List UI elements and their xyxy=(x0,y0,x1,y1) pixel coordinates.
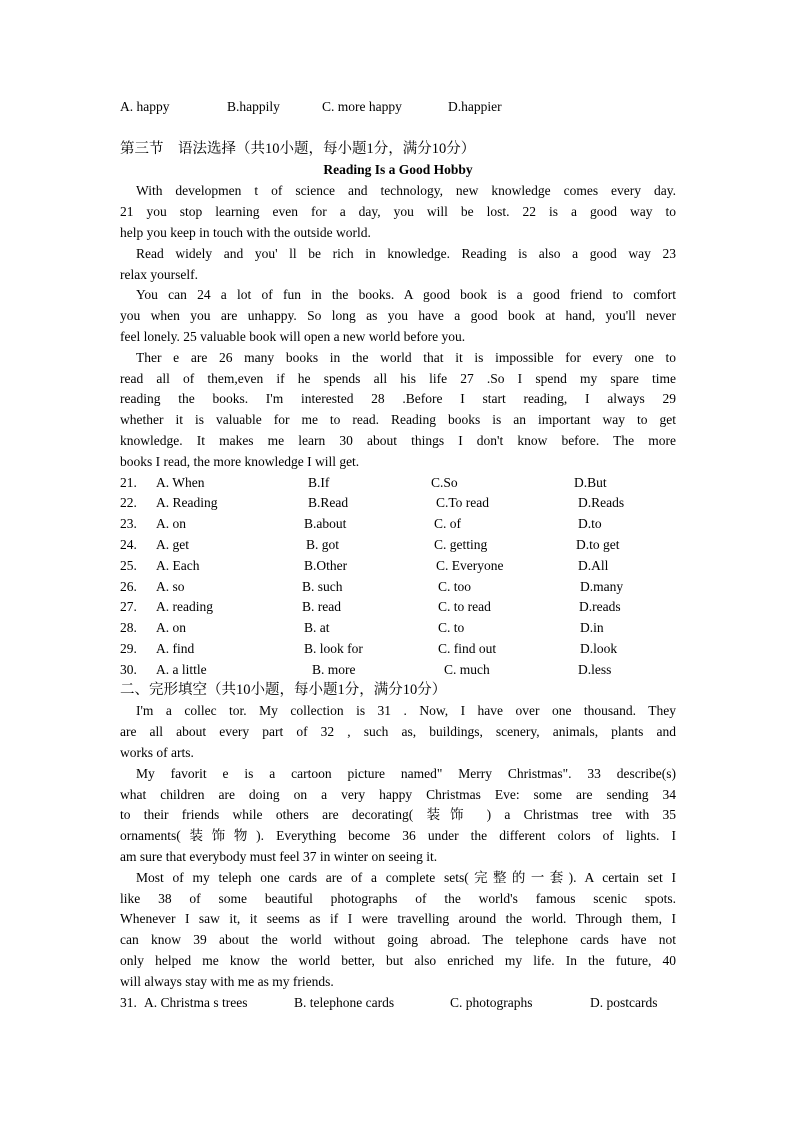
option-b: B.Other xyxy=(304,558,348,573)
option-b: B. got xyxy=(306,537,340,552)
option-d: D.reads xyxy=(579,599,621,614)
option-b: B.about xyxy=(304,516,347,531)
passage-line: works of arts. xyxy=(120,745,194,760)
passage-line: relax yourself. xyxy=(120,267,198,282)
option-d: D.happier xyxy=(448,99,502,114)
option-d: D.in xyxy=(580,620,604,635)
passage-line: are all about every part of 32 , such as, buildings, scenery, animals, plants and xyxy=(120,724,676,739)
option-c: C. Everyone xyxy=(436,558,504,573)
passage-title: Reading Is a Good Hobby xyxy=(323,162,473,177)
option-d: D. postcards xyxy=(590,995,658,1010)
option-c: C.So xyxy=(431,475,458,490)
passage-line: I'm a collec tor. My collection is 31 . Now, I have over one thousand. They xyxy=(136,703,676,718)
option-a: A. reading xyxy=(156,599,213,614)
passage-line: You can 24 a lot of fun in the books. A good book is a good friend to comfort xyxy=(136,287,676,302)
option-a: A. Reading xyxy=(156,495,218,510)
question-number: 31. xyxy=(120,995,137,1010)
passage-line: books I read, the more knowledge I will get. xyxy=(120,454,360,469)
passage-line: what children are doing on a very happy Christmas Eve: some are sending 34 xyxy=(120,787,676,802)
passage-line: you when you are unhappy. So long as you have a good book at hand, you'll never xyxy=(120,308,676,323)
option-c: C. too xyxy=(438,579,472,594)
passage-line: Read widely and you' ll be rich in knowledge. Reading is also a good way 23 xyxy=(136,246,676,261)
question-number: 21. xyxy=(120,475,137,490)
option-d: D.to get xyxy=(576,537,620,552)
option-d: D.look xyxy=(580,641,618,656)
passage-line: ornaments(装饰物). Everything become 36 under the different colors of lights. I xyxy=(120,828,676,843)
option-d: D.to xyxy=(578,516,602,531)
option-c: C. more happy xyxy=(322,99,402,114)
passage-line: will always stay with me as my friends. xyxy=(120,974,334,989)
option-a: A. a little xyxy=(156,662,207,677)
option-b: B. read xyxy=(302,599,341,614)
passage-line: to their friends while others are decorating( 装饰 ) a Christmas tree with 35 xyxy=(120,807,676,822)
option-d: D.But xyxy=(574,475,607,490)
passage-line: feel lonely. 25 valuable book will open a new world before you. xyxy=(120,329,466,344)
option-b: B.If xyxy=(308,475,330,490)
passage-line: can know 39 about the world without going abroad. The telephone cards have not xyxy=(120,932,676,947)
option-c: C. find out xyxy=(438,641,497,656)
option-a: A. happy xyxy=(120,99,170,114)
question-number: 25. xyxy=(120,558,137,573)
option-b: B. more xyxy=(312,662,356,677)
option-b: B.happily xyxy=(227,99,280,114)
passage-line: Ther e are 26 many books in the world that it is impossible for every one to xyxy=(136,350,676,365)
option-a: A. so xyxy=(156,579,185,594)
question-number: 24. xyxy=(120,537,137,552)
option-b: B.Read xyxy=(308,495,349,510)
option-a: A. find xyxy=(156,641,195,656)
passage-line: Most of my teleph one cards are of a complete sets(完整的一套). A certain set I xyxy=(136,870,676,885)
passage-line: read all of them,even if he spends all his life 27 .So I spend my spare time xyxy=(120,371,676,386)
option-d: D.less xyxy=(578,662,612,677)
question-number: 26. xyxy=(120,579,137,594)
option-b: B. telephone cards xyxy=(294,995,395,1010)
passage-line: am sure that everybody must feel 37 in winter on seeing it. xyxy=(120,849,438,864)
option-c: C. getting xyxy=(434,537,488,552)
option-c: C. to xyxy=(438,620,465,635)
option-b: B. such xyxy=(302,579,343,594)
option-a: A. When xyxy=(156,475,205,490)
question-number: 28. xyxy=(120,620,137,635)
question-number: 29. xyxy=(120,641,137,656)
option-a: A. get xyxy=(156,537,189,552)
option-d: D.many xyxy=(580,579,624,594)
option-d: D.Reads xyxy=(578,495,625,510)
option-c: C.To read xyxy=(436,495,490,510)
passage-line: 21 you stop learning even for a day, you will be lost. 22 is a good way to xyxy=(120,204,676,219)
section-heading: 第三节 语法选择（共10小题，每小题1分，满分10分） xyxy=(120,141,476,157)
option-b: B. look for xyxy=(304,641,363,656)
question-number: 30. xyxy=(120,662,137,677)
question-number: 27. xyxy=(120,599,137,614)
question-number: 23. xyxy=(120,516,137,531)
question-number: 22. xyxy=(120,495,137,510)
option-a: A. Christma s trees xyxy=(144,995,248,1010)
passage-line: reading the books. I'm interested 28 .Before I start reading, I always 29 xyxy=(120,391,676,406)
passage-line: only helped me know the world better, but also enriched my life. In the future, 40 xyxy=(120,953,676,968)
option-a: A. Each xyxy=(156,558,200,573)
passage-line: My favorit e is a cartoon picture named" Merry Christmas". 33 describe(s) xyxy=(136,766,676,781)
passage-line: whether it is valuable for me to read. Reading books is an important way to get xyxy=(120,412,676,427)
passage-line: knowledge. It makes me learn 30 about things I don't know before. The more xyxy=(120,433,676,448)
option-a: A. on xyxy=(156,620,186,635)
section-heading: 二、完形填空（共10小题，每小题1分，满分10分） xyxy=(120,682,447,698)
option-c: C. to read xyxy=(438,599,491,614)
passage-line: like 38 of some beautiful photographs of the world's famous scenic spots. xyxy=(120,891,676,906)
passage-line: With developmen t of science and technology, new knowledge comes every day. xyxy=(136,183,676,198)
option-b: B. at xyxy=(304,620,330,635)
option-c: C. much xyxy=(444,662,490,677)
option-c: C. photographs xyxy=(450,995,533,1010)
option-a: A. on xyxy=(156,516,186,531)
passage-line: Whenever I saw it, it seems as if I were travelling around the world. Through them, I xyxy=(120,911,676,926)
option-c: C. of xyxy=(434,516,461,531)
option-d: D.All xyxy=(578,558,609,573)
passage-line: help you keep in touch with the outside world. xyxy=(120,225,371,240)
